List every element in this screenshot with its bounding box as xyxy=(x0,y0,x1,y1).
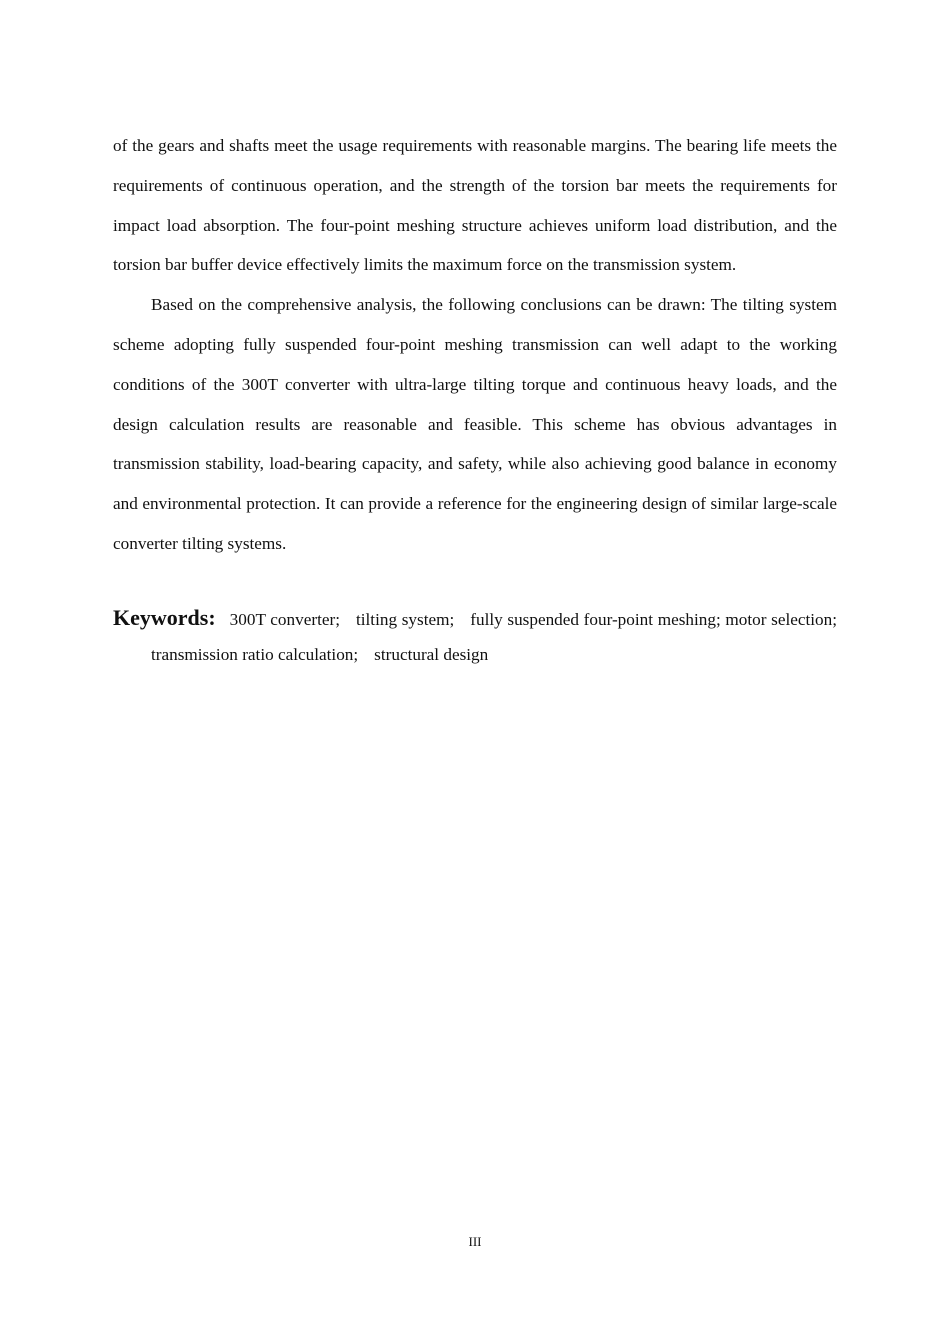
keywords-block xyxy=(113,600,837,672)
keyword-item: fully suspended four-point meshing; xyxy=(470,609,721,629)
keyword-item: motor selection; xyxy=(725,609,838,629)
page-number: III xyxy=(468,1234,482,1249)
keyword-item: 300T converter; xyxy=(229,609,340,629)
keywords-label: Keywords: xyxy=(113,604,216,630)
body-paragraph-continued: of the gears and shafts meet the usage requirements with reasonable margins. The bearing life meets the requirements of continuous operation, and the strength of the torsion bar meets the requirements for impact load absorption. The four-point meshing structure achieves uniform load distribution, and the torsion bar buffer device effectively limits the maximum force on the transmission system. xyxy=(113,136,837,275)
keyword-item: tilting system; xyxy=(355,609,455,629)
page-content xyxy=(113,126,837,672)
keyword-item: structural design xyxy=(374,644,489,664)
keyword-item: transmission ratio calculation; xyxy=(151,644,359,664)
body-paragraph-conclusions: Based on the comprehensive analysis, the following conclusions can be drawn: The tilting system scheme adopting fully suspended four-point meshing transmission can well adapt to the working conditions of the 300T converter with ultra-large tilting torque and continuous heavy loads, and the design calculation results are reasonable and feasible. This scheme has obvious advantages in transmission stability, load-bearing capacity, and safety, while also achieving good balance in economy and environmental protection. It can provide a reference for the engineering design of similar large-scale converter tilting systems. xyxy=(113,295,837,553)
